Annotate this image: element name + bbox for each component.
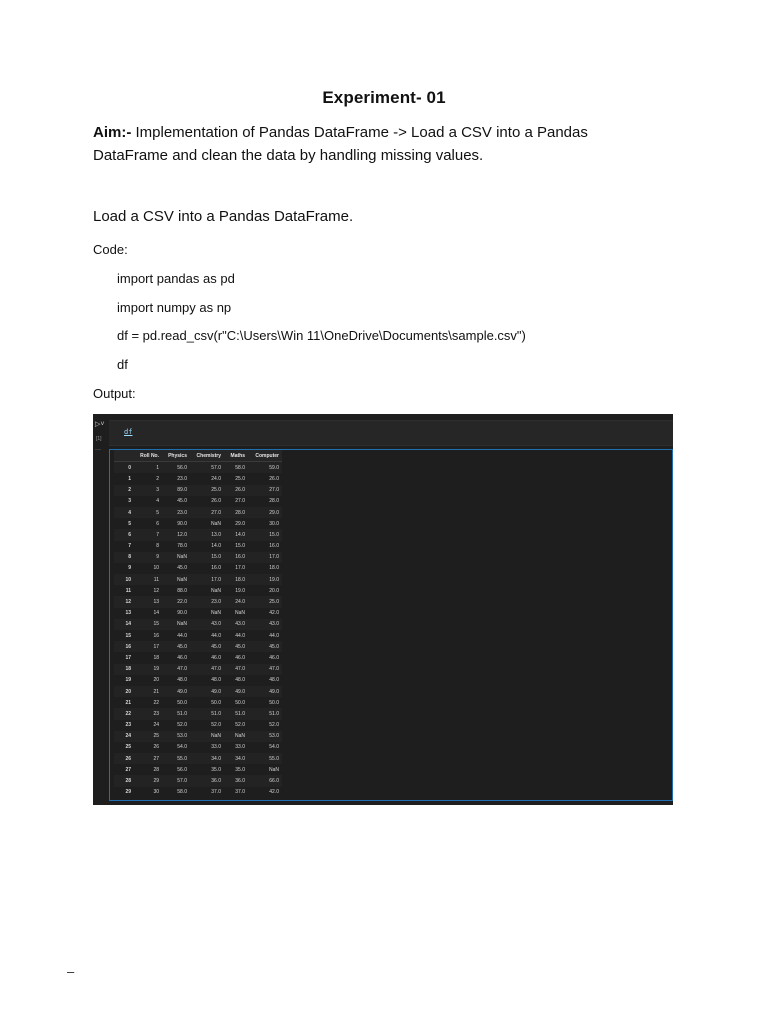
table-cell: 17.0 (190, 574, 224, 585)
table-cell: 14 (153, 610, 159, 617)
table-cell: 21 (134, 686, 162, 697)
table-cell: 51.0 (224, 708, 248, 719)
table-row (114, 708, 282, 719)
table-cell: 27.0 (235, 498, 245, 505)
code-line-df: df (117, 357, 128, 372)
table-cell: 47.0 (190, 664, 224, 675)
table-cell: 45.0 (162, 641, 190, 652)
table-cell: 16.0 (211, 565, 221, 572)
row-index: 0 (114, 462, 134, 474)
table-cell: 42.0 (269, 610, 279, 617)
table-row (114, 462, 282, 474)
table-row (114, 541, 282, 552)
table-cell: 17.0 (248, 552, 282, 563)
table-cell: 44.0 (177, 632, 187, 639)
table-cell: 55.0 (248, 753, 282, 764)
table-cell: 14.0 (224, 529, 248, 540)
table-cell: 52.0 (235, 722, 245, 729)
table-cell: 52.0 (211, 722, 221, 729)
run-icon[interactable]: ▷˅ (95, 421, 105, 428)
table-cell: 22 (153, 699, 159, 706)
table-cell: 35.0 (211, 766, 221, 773)
row-index: 1 (128, 475, 131, 482)
column-header-computer: Computer (248, 450, 282, 462)
row-index: 8 (114, 552, 134, 563)
table-cell: 26.0 (269, 475, 279, 482)
table-row (114, 686, 282, 697)
table-cell: 16 (153, 632, 159, 639)
row-index: 4 (114, 507, 134, 518)
table-cell: 45.0 (177, 498, 187, 505)
table-cell: 44.0 (235, 632, 245, 639)
table-cell: 24 (153, 722, 159, 729)
table-cell: 6 (156, 520, 159, 527)
table-cell: 89.0 (162, 485, 190, 496)
table-cell: 52.0 (269, 722, 279, 729)
table-cell: 43.0 (248, 619, 282, 630)
table-cell: 27 (134, 753, 162, 764)
table-cell: 7 (134, 529, 162, 540)
code-label: Code: (93, 242, 128, 257)
table-cell: 12 (153, 587, 159, 594)
row-index: 11 (125, 587, 131, 594)
row-index: 23 (125, 722, 131, 729)
table-cell: 25.0 (235, 475, 245, 482)
table-cell: 18.0 (224, 574, 248, 585)
table-cell: 46.0 (211, 654, 221, 661)
table-cell: 34.0 (224, 753, 248, 764)
table-cell: 23.0 (177, 475, 187, 482)
table-cell: 46.0 (235, 654, 245, 661)
table-row (114, 608, 282, 619)
row-index: 29 (125, 789, 131, 796)
aim-label: Aim:- (93, 124, 132, 141)
table-row (114, 630, 282, 641)
table-cell: NaN (268, 766, 279, 773)
table-cell: 47.0 (248, 664, 282, 675)
table-row (114, 574, 282, 585)
table-cell: 51.0 (190, 708, 224, 719)
table-cell: 50.0 (211, 699, 221, 706)
table-cell: 23.0 (162, 507, 190, 518)
table-cell: 51.0 (248, 708, 282, 719)
table-cell: 58.0 (224, 462, 248, 474)
column-header-physics: Physics (162, 450, 190, 462)
aim-paragraph (93, 121, 653, 167)
table-cell: 54.0 (177, 744, 187, 751)
table-cell: NaN (162, 619, 190, 630)
table-row (114, 652, 282, 663)
table-cell: 19.0 (235, 587, 245, 594)
table-row (114, 675, 282, 686)
row-index: 24 (114, 731, 134, 742)
table-cell: 88.0 (177, 587, 187, 594)
table-row (114, 641, 282, 652)
table-row (114, 507, 282, 518)
row-index: 3 (128, 498, 131, 505)
table-cell: 43.0 (224, 619, 248, 630)
column-header-index (114, 450, 134, 462)
table-cell: 2 (156, 475, 159, 482)
table-cell: 36.0 (224, 775, 248, 786)
row-index: 25 (125, 744, 131, 751)
dataframe-output (109, 449, 673, 801)
table-cell: 26.0 (224, 485, 248, 496)
row-index: 14 (114, 619, 134, 630)
table-cell: 29.0 (248, 507, 282, 518)
table-cell: 15.0 (190, 552, 224, 563)
table-cell: 34.0 (190, 753, 224, 764)
table-cell: 43.0 (190, 619, 224, 630)
column-header-maths: Maths (224, 450, 248, 462)
table-cell: 23.0 (190, 596, 224, 607)
table-row (114, 753, 282, 764)
table-row (114, 529, 282, 540)
table-cell: 37.0 (235, 789, 245, 796)
table-cell: 26 (153, 744, 159, 751)
table-cell: 9 (134, 552, 162, 563)
row-index: 6 (114, 529, 134, 540)
table-cell: 47.0 (224, 664, 248, 675)
table-cell: 16.0 (269, 543, 279, 550)
table-row (114, 485, 282, 496)
table-cell: 19.0 (248, 574, 282, 585)
table-cell: 47.0 (162, 664, 190, 675)
table-cell: NaN (162, 552, 190, 563)
row-index: 10 (114, 574, 134, 585)
table-cell: NaN (210, 610, 221, 617)
table-cell: 58.0 (177, 789, 187, 796)
table-cell: 17 (134, 641, 162, 652)
table-cell: NaN (210, 520, 221, 527)
table-cell: 20.0 (269, 587, 279, 594)
table-cell: 28 (153, 766, 159, 773)
table-cell: 45.0 (177, 565, 187, 572)
table-row (114, 563, 282, 574)
table-cell: 48.0 (269, 677, 279, 684)
table-cell: 4 (156, 498, 159, 505)
table-cell: 57.0 (162, 775, 190, 786)
row-index: 28 (114, 775, 134, 786)
table-cell: 19 (134, 664, 162, 675)
code-line-read-csv: df = pd.read_csv(r"C:\Users\Win 11\OneDrive\Documents\sample.csv") (117, 328, 526, 343)
table-cell: 28.0 (269, 498, 279, 505)
table-cell: 23 (134, 708, 162, 719)
dataframe-table (114, 450, 282, 798)
table-cell: 66.0 (248, 775, 282, 786)
page-title: Experiment- 01 (322, 88, 446, 107)
table-cell: NaN (234, 610, 245, 617)
table-row (114, 585, 282, 596)
table-cell: NaN (190, 731, 224, 742)
table-row (114, 664, 282, 675)
table-cell: 78.0 (177, 543, 187, 550)
table-cell: 29 (134, 775, 162, 786)
table-cell: NaN (224, 731, 248, 742)
table-row (114, 619, 282, 630)
execution-count: [1] (96, 436, 102, 442)
table-header-row (114, 450, 282, 462)
table-cell: 49.0 (224, 686, 248, 697)
section-heading: Load a CSV into a Pandas DataFrame. (93, 208, 354, 225)
table-cell: 1 (134, 462, 162, 474)
row-index: 17 (125, 654, 131, 661)
table-cell: 18.0 (269, 565, 279, 572)
row-index: 7 (128, 543, 131, 550)
table-cell: 14.0 (211, 543, 221, 550)
table-cell: 35.0 (235, 766, 245, 773)
table-cell: 25.0 (248, 596, 282, 607)
table-cell: 18 (153, 654, 159, 661)
table-cell: 90.0 (177, 520, 187, 527)
table-cell: 53.0 (248, 731, 282, 742)
notebook-gutter (93, 414, 109, 805)
table-cell: NaN (162, 574, 190, 585)
code-line-import-numpy: import numpy as np (117, 300, 232, 315)
table-cell: 54.0 (269, 744, 279, 751)
table-row (114, 697, 282, 708)
table-cell: 90.0 (177, 610, 187, 617)
table-cell: NaN (210, 587, 221, 594)
table-cell: 28.0 (224, 507, 248, 518)
table-cell: 37.0 (211, 789, 221, 796)
table-cell: 13 (134, 596, 162, 607)
aim-text: Implementation of Pandas DataFrame -> Load a CSV into a Pandas DataFrame and clean the data by handling missing values. (93, 124, 588, 164)
table-cell: 15 (134, 619, 162, 630)
table-cell: 12.0 (162, 529, 190, 540)
table-cell: 13.0 (190, 529, 224, 540)
table-row (114, 787, 282, 798)
table-cell: 27.0 (190, 507, 224, 518)
table-cell: 30.0 (269, 520, 279, 527)
table-cell: 33.0 (211, 744, 221, 751)
table-cell: 29.0 (235, 520, 245, 527)
table-row (114, 742, 282, 753)
table-cell: 11 (134, 574, 162, 585)
table-row (114, 496, 282, 507)
row-index: 12 (114, 596, 134, 607)
table-cell: 16.0 (224, 552, 248, 563)
table-cell: 30 (153, 789, 159, 796)
table-cell: 57.0 (190, 462, 224, 474)
table-cell: 24.0 (211, 475, 221, 482)
table-cell: 59.0 (248, 462, 282, 474)
table-row (114, 518, 282, 529)
table-cell: 25.0 (190, 485, 224, 496)
table-cell: 50.0 (235, 699, 245, 706)
row-index: 19 (125, 677, 131, 684)
table-cell: 10 (153, 565, 159, 572)
table-row (114, 473, 282, 484)
row-index: 26 (114, 753, 134, 764)
table-cell: 56.0 (177, 766, 187, 773)
row-index: 5 (128, 520, 131, 527)
table-cell: 26.0 (211, 498, 221, 505)
table-row (114, 552, 282, 563)
table-row (114, 720, 282, 731)
table-cell: 24.0 (224, 596, 248, 607)
table-cell: 55.0 (162, 753, 190, 764)
table-cell: 22.0 (162, 596, 190, 607)
table-cell: 20 (153, 677, 159, 684)
table-cell: 15.0 (248, 529, 282, 540)
row-index: 18 (114, 664, 134, 675)
notebook-code-cell[interactable] (109, 420, 673, 446)
table-cell: 50.0 (177, 699, 187, 706)
table-cell: 48.0 (235, 677, 245, 684)
table-cell: 45.0 (248, 641, 282, 652)
table-cell: 49.0 (162, 686, 190, 697)
footer-mark: – (67, 964, 75, 979)
table-cell: 17.0 (235, 565, 245, 572)
column-header-roll-no: Roll No. (134, 450, 162, 462)
row-index: 16 (114, 641, 134, 652)
row-index: 15 (125, 632, 131, 639)
column-header-chemistry: Chemistry (190, 450, 224, 462)
more-icon[interactable]: ··· (95, 447, 101, 453)
table-cell: 5 (134, 507, 162, 518)
table-cell: 52.0 (177, 722, 187, 729)
table-cell: 25 (134, 731, 162, 742)
table-cell: 3 (134, 485, 162, 496)
code-line-import-pandas: import pandas as pd (117, 271, 235, 286)
table-cell: 36.0 (190, 775, 224, 786)
table-cell: 48.0 (211, 677, 221, 684)
table-row (114, 775, 282, 786)
row-index: 13 (125, 610, 131, 617)
table-cell: 33.0 (235, 744, 245, 751)
row-index: 2 (114, 485, 134, 496)
table-cell: 50.0 (269, 699, 279, 706)
table-cell: 49.0 (190, 686, 224, 697)
table-cell: 46.0 (177, 654, 187, 661)
table-cell: 53.0 (162, 731, 190, 742)
notebook-output-screenshot (93, 414, 673, 805)
table-cell: 48.0 (177, 677, 187, 684)
table-row (114, 596, 282, 607)
table-cell: 8 (156, 543, 159, 550)
table-cell: 44.0 (269, 632, 279, 639)
table-row (114, 764, 282, 775)
row-index: 21 (125, 699, 131, 706)
table-cell: 49.0 (248, 686, 282, 697)
table-cell: 27.0 (248, 485, 282, 496)
table-cell: 45.0 (190, 641, 224, 652)
row-index: 9 (128, 565, 131, 572)
table-cell: 51.0 (162, 708, 190, 719)
table-cell: 44.0 (211, 632, 221, 639)
row-index: 22 (114, 708, 134, 719)
cell-code-text: df (124, 428, 133, 436)
table-row (114, 731, 282, 742)
row-index: 20 (114, 686, 134, 697)
table-cell: 45.0 (224, 641, 248, 652)
table-cell: 46.0 (269, 654, 279, 661)
output-label: Output: (93, 386, 136, 401)
table-cell: 15.0 (235, 543, 245, 550)
table-cell: 42.0 (269, 789, 279, 796)
row-index: 27 (125, 766, 131, 773)
table-cell: 56.0 (162, 462, 190, 474)
